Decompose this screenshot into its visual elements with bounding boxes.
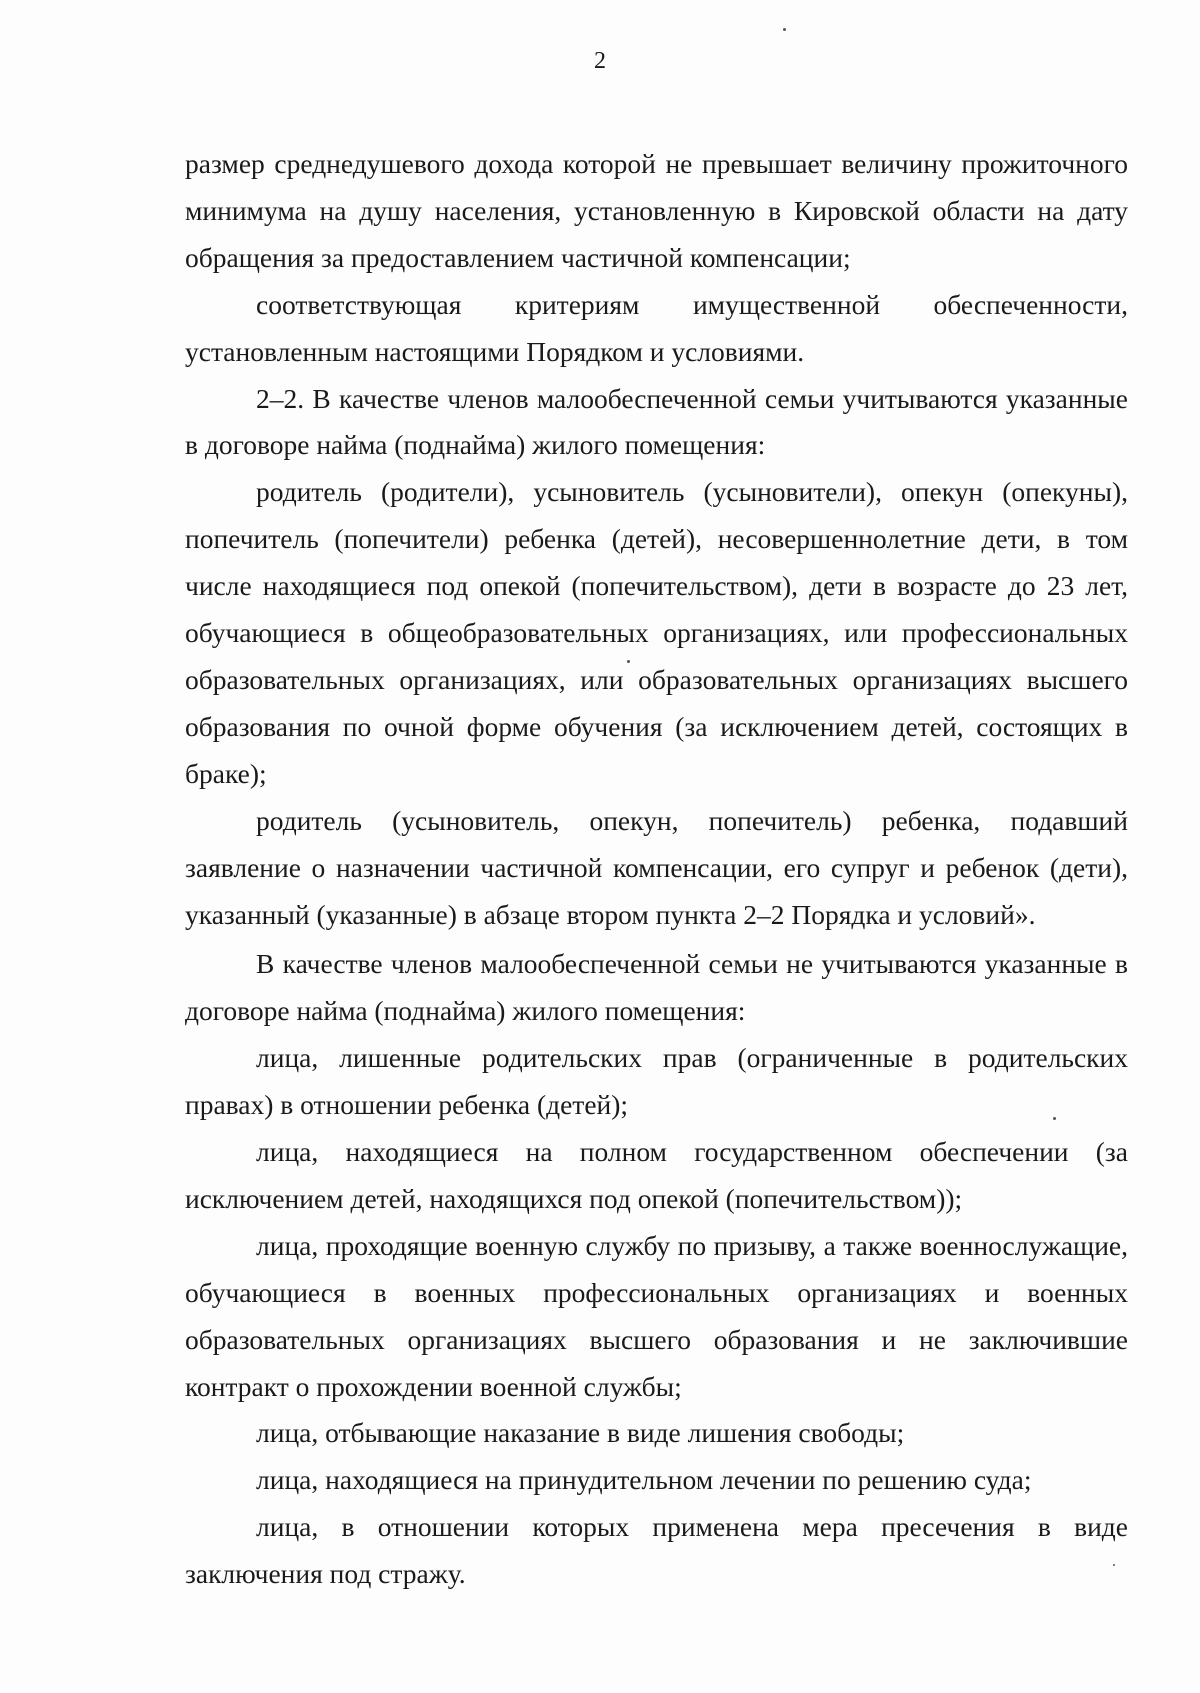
scan-speck	[1113, 1564, 1115, 1566]
paragraph-deprived-rights: лица, лишенные родительских прав (ограниченные в родительских правах) в отношении ребенка (детей);	[185, 1042, 1128, 1121]
paragraph-applicant-parent: родитель (усыновитель, опекун, попечитель) ребенка, подавший заявление о назначении частичной компенсации, его супруг и ребенок (дети), указанный (указанные) в абзаце втором пункта 2–2 Порядка и условий».	[185, 804, 1128, 930]
scan-speck	[783, 28, 786, 31]
paragraph-parents-children: родитель (родители), усыновитель (усыновители), опекун (опекуны), попечитель (попечители) ребенка (детей), несовершеннолетние дети, в том числе находящиеся под опекой (попечительством), дети в возрасте до 23 лет, обучающиеся в общеобразовательных организациях, или профессиональных образовательных организациях, или образовательных организациях высшего образования по очной форме обучения (за исключением детей, состоящих в браке);	[185, 476, 1128, 789]
scan-speck	[1053, 1117, 1056, 1120]
paragraph-imprisonment: лица, отбывающие наказание в виде лишения свободы;	[256, 1417, 905, 1449]
paragraph-detention: лица, в отношении которых применена мера пресечения в виде заключения под стражу.	[185, 1511, 1128, 1590]
paragraph-not-counted-intro: В качестве членов малообеспеченной семьи не учитываются указанные в договоре найма (поднайма) жилого помещения:	[185, 948, 1128, 1027]
paragraph-state-support: лица, находящиеся на полном государственном обеспечении (за исключением детей, находящихся под опекой (попечительством));	[185, 1136, 1128, 1214]
paragraph-section-2-2: 2–2. В качестве членов малообеспеченной семьи учитываются указанные в договоре найма (поднайма) жилого помещения:	[185, 382, 1128, 461]
document-body	[185, 141, 1128, 1598]
paragraph-military-service: лица, проходящие военную службу по призыву, а также военнослужащие, обучающиеся в военных профессиональных организациях и военных образовательных организациях высшего образования и не заключившие контракт о прохождении военной службы;	[185, 1229, 1128, 1402]
paragraph-continuation-income: размер среднедушевого дохода которой не превышает величину прожиточного минимума на душу населения, установленную в Кировской области на дату обращения за предоставлением частичной компенсации;	[185, 148, 1128, 273]
page-number: 2	[594, 48, 606, 74]
scan-speck	[627, 660, 630, 663]
paragraph-compulsory-treatment: лица, находящиеся на принудительном лечении по решению суда;	[256, 1464, 1032, 1496]
paragraph-property-criteria: соответствующая критериям имущественной обеспеченности, установленным настоящими Порядком и условиями.	[185, 288, 1128, 367]
